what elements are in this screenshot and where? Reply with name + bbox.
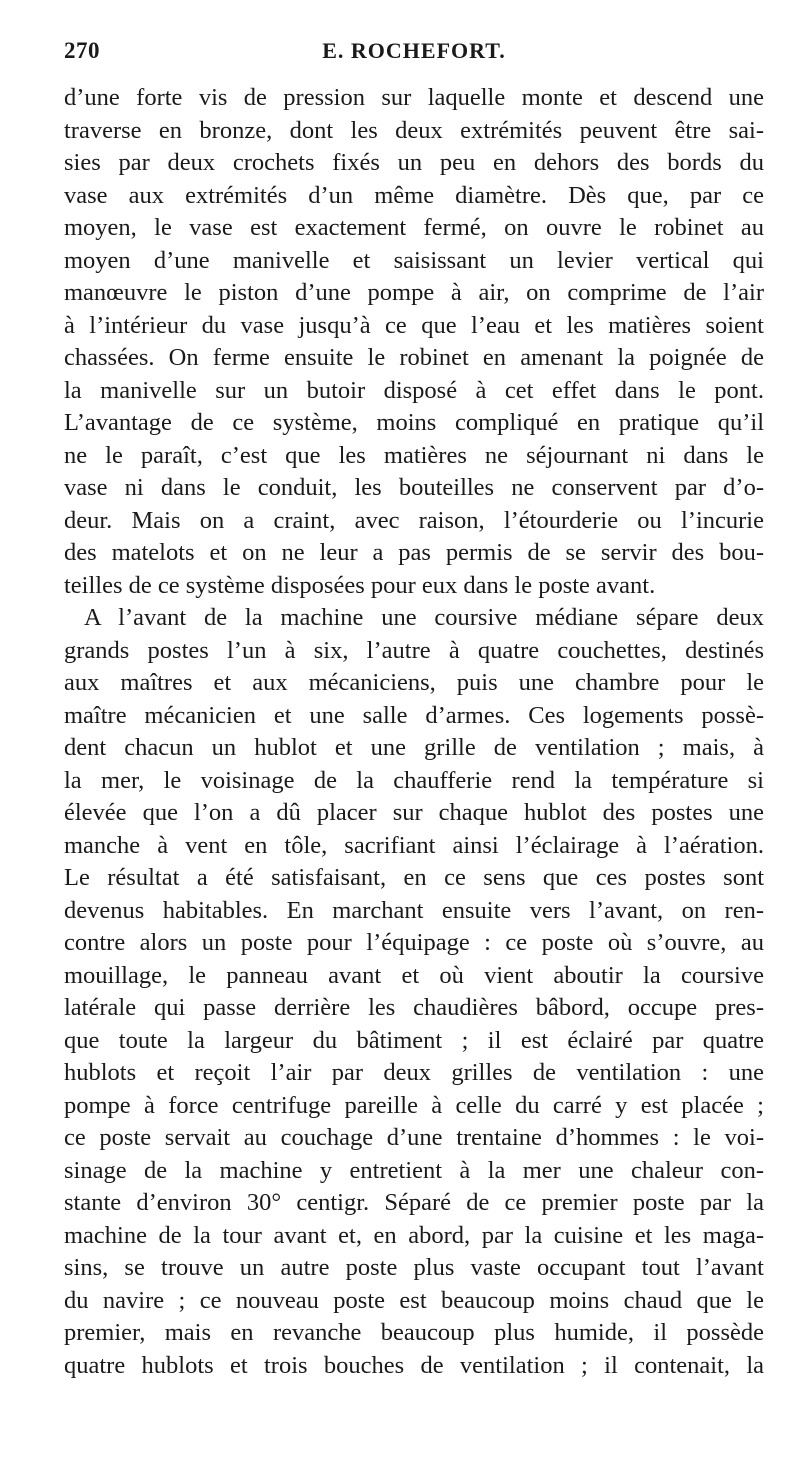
text-line: devenus habitables. En marchant ensuite vers l’avant, on ren-	[64, 896, 764, 924]
text-line: élevée que l’on a dû placer sur chaque hublot des postes une	[64, 799, 764, 826]
paragraph-start-line: A l’avant de la machine une coursive médiane sépare deux	[84, 604, 764, 631]
page-number: 270	[64, 38, 100, 63]
paragraph-end-line: teilles de ce système disposées pour eux dans le poste avant.	[64, 571, 656, 599]
body-text	[64, 82, 764, 1382]
text-line: la manivelle sur un butoir disposé à cet effet dans le pont.	[64, 376, 764, 404]
text-line: ne le paraît, c’est que les matières ne séjournant ni dans le	[64, 441, 764, 469]
text-line: grands postes l’un à six, l’autre à quatre couchettes, destinés	[64, 636, 764, 664]
text-line: contre alors un poste pour l’équipage : ce poste où s’ouvre, au	[64, 929, 764, 956]
text-line: L’avantage de ce système, moins compliqué en pratique qu’il	[64, 409, 764, 436]
text-line: chassées. On ferme ensuite le robinet en amenant la poignée de	[64, 344, 764, 371]
text-line: manche à vent en tôle, sacrifiant ainsi l’éclairage à l’aération.	[64, 831, 764, 859]
text-line: pompe à force centrifuge pareille à celle du carré y est placée ;	[64, 1091, 764, 1119]
text-line: du navire ; ce nouveau poste est beaucoup moins chaud que le	[64, 1286, 764, 1314]
text-line: d’une forte vis de pression sur laquelle monte et descend une	[64, 84, 764, 111]
text-line: des matelots et on ne leur a pas permis de se servir des bou-	[64, 539, 764, 566]
text-line: sies par deux crochets fixés un peu en dehors des bords du	[64, 149, 764, 176]
text-line: aux maîtres et aux mécaniciens, puis une chambre pour le	[64, 669, 764, 696]
text-line: dent chacun un hublot et une grille de ventilation ; mais, à	[64, 734, 764, 761]
text-line: que toute la largeur du bâtiment ; il est éclairé par quatre	[64, 1026, 764, 1054]
text-line: latérale qui passe derrière les chaudières bâbord, occupe pres-	[64, 994, 764, 1021]
text-line: deur. Mais on a craint, avec raison, l’étourderie ou l’incurie	[64, 506, 764, 534]
running-head: E. ROCHEFORT.	[322, 38, 506, 63]
text-line: maître mécanicien et une salle d’armes. Ces logements possè-	[64, 701, 764, 729]
text-line: sinage de la machine y entretient à la mer une chaleur con-	[64, 1156, 764, 1184]
text-line: quatre hublots et trois bouches de ventilation ; il contenait, la	[64, 1351, 764, 1379]
text-line: stante d’environ 30° centigr. Séparé de ce premier poste par la	[64, 1189, 764, 1216]
text-line: mouillage, le panneau avant et où vient aboutir la coursive	[64, 961, 764, 989]
text-line: sins, se trouve un autre poste plus vaste occupant tout l’avant	[64, 1254, 764, 1281]
text-line: manœuvre le piston d’une pompe à air, on comprime de l’air	[64, 279, 764, 306]
text-line: hublots et reçoit l’air par deux grilles de ventilation : une	[64, 1059, 764, 1086]
page-header	[64, 38, 764, 68]
text-line: vase aux extrémités d’un même diamètre. Dès que, par ce	[64, 181, 764, 209]
text-line: machine de la tour avant et, en abord, par la cuisine et les maga-	[64, 1221, 764, 1249]
text-line: à l’intérieur du vase jusqu’à ce que l’eau et les matières soient	[64, 311, 764, 339]
text-line: traverse en bronze, dont les deux extrémités peuvent être sai-	[64, 116, 764, 144]
text-line: moyen d’une manivelle et saisissant un levier vertical qui	[64, 246, 764, 274]
text-line: vase ni dans le conduit, les bouteilles ne conservent par d’o-	[64, 474, 764, 501]
text-line: premier, mais en revanche beaucoup plus humide, il possède	[64, 1319, 764, 1346]
text-line: moyen, le vase est exactement fermé, on ouvre le robinet au	[64, 214, 764, 241]
text-line: ce poste servait au couchage d’une trentaine d’hommes : le voi-	[64, 1124, 764, 1151]
text-line: Le résultat a été satisfaisant, en ce sens que ces postes sont	[64, 864, 764, 891]
text-line: la mer, le voisinage de la chaufferie rend la température si	[64, 766, 764, 794]
